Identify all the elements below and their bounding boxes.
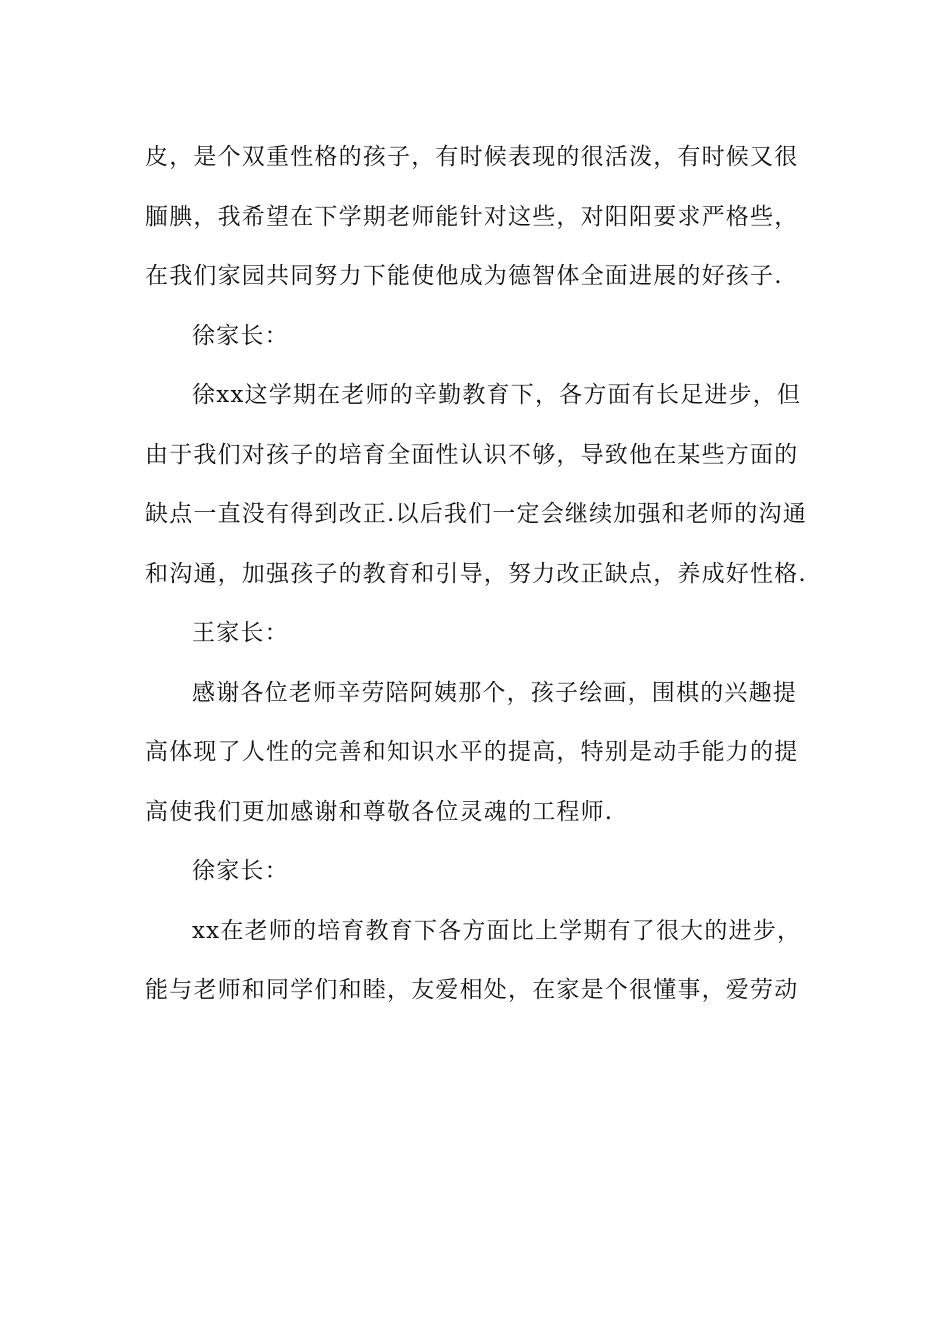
speaker-heading: 徐家长： [192,858,289,884]
text-line: 缺点一直没有得到改正.以后我们一定会继续加强和老师的沟通 [145,501,807,527]
text-line: 感谢各位老师辛劳陪阿姨那个，孩子绘画，围棋的兴趣提 [192,679,797,706]
text-line: 和沟通，加强孩子的教育和引导，努力改正缺点，养成好性格. [145,560,807,587]
text-line: 高体现了人性的完善和知识水平的提高，特别是动手能力的提 [145,739,799,765]
text-line: 徐xx这学期在老师的辛勤教育下，各方面有长足进步，但 [192,382,802,408]
text-line: 在我们家园共同努力下能使他成为德智体全面进展的好孩子. [145,263,783,289]
text-line: 由于我们对孩子的培育全面性认识不够，导致他在某些方面的 [145,441,799,468]
text-line: 腼腆，我希望在下学期老师能针对这些，对阳阳要求严格些， [145,203,799,230]
text-line: 高使我们更加感谢和尊敬各位灵魂的工程师. [145,798,614,825]
speaker-heading: 徐家长： [192,322,289,349]
speaker-heading: 王家长： [192,620,289,646]
text-line: 能与老师和同学们和睦，友爱相处，在家是个很懂事，爱劳动 [145,977,799,1003]
text-line: 皮，是个双重性格的孩子，有时候表现的很活泼，有时候又很 [145,144,799,170]
text-line: xx在老师的培育教育下各方面比上学期有了很大的进步， [192,917,802,944]
document-body [145,128,805,1021]
